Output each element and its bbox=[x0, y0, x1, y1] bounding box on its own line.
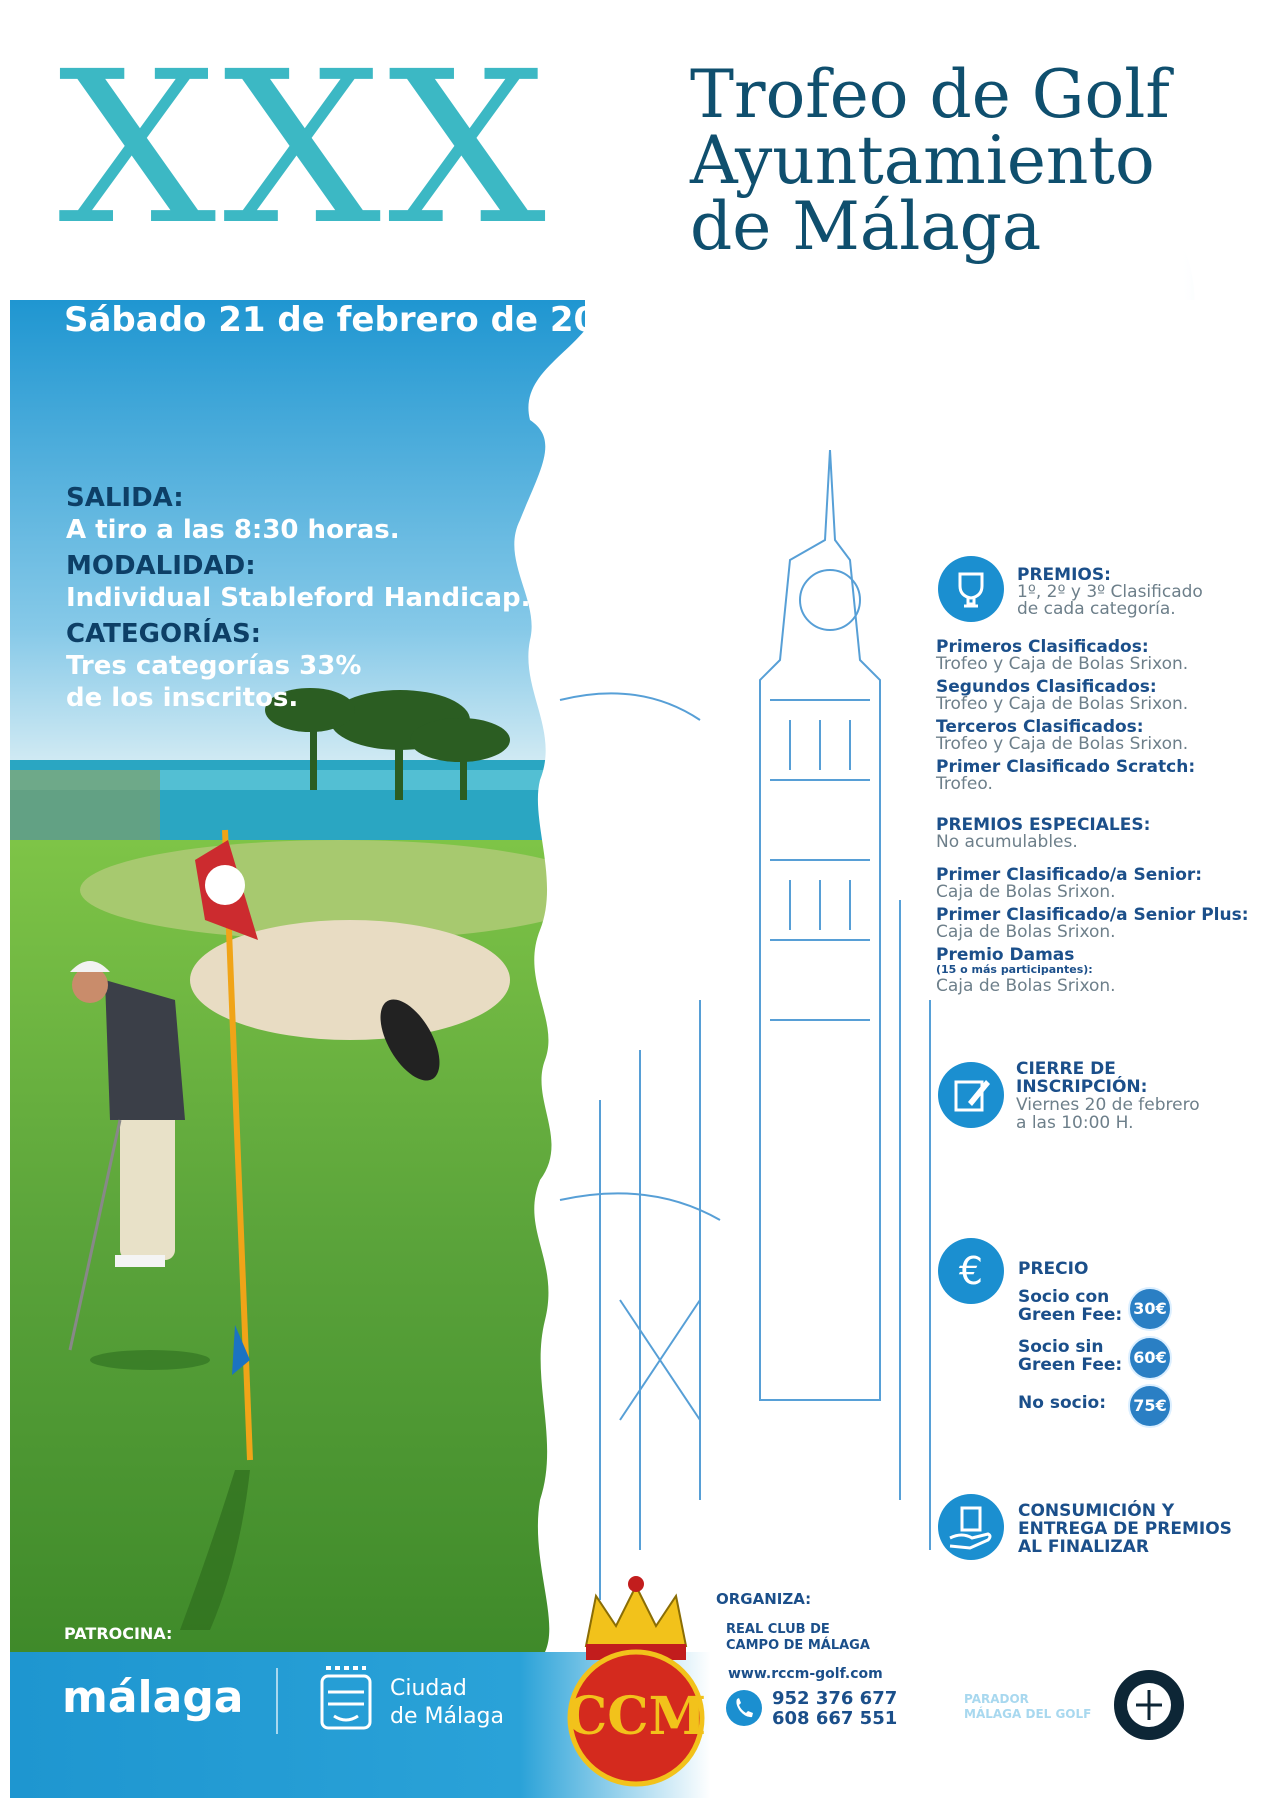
organiza-label: ORGANIZA: bbox=[716, 1590, 812, 1608]
consumicion-line-3: AL FINALIZAR bbox=[1018, 1537, 1149, 1557]
damas-note: (15 o más participantes): bbox=[936, 963, 1093, 976]
modalidad-label: MODALIDAD: bbox=[66, 551, 256, 581]
edition-numeral: XXX bbox=[58, 26, 553, 271]
consumicion-line-1: CONSUMICIÓN Y bbox=[1018, 1501, 1175, 1521]
info-block bbox=[66, 482, 531, 714]
club-name-2: CAMPO DE MÁLAGA bbox=[726, 1638, 870, 1653]
title-line-3: de Málaga bbox=[690, 188, 1042, 265]
phone-2[interactable]: 608 667 551 bbox=[772, 1708, 898, 1729]
premios-especiales-label: PREMIOS ESPECIALES: bbox=[936, 815, 1151, 835]
club-name-1: REAL CLUB DE bbox=[726, 1622, 830, 1637]
prize-scratch-label: Primer Clasificado Scratch: bbox=[936, 757, 1196, 777]
footer-divider bbox=[276, 1668, 278, 1734]
senior-value: Caja de Bolas Srixon. bbox=[936, 882, 1116, 902]
categorias-label: CATEGORÍAS: bbox=[66, 619, 262, 649]
precio-label: PRECIO bbox=[1018, 1259, 1089, 1279]
title-line-1: Trofeo de Golf bbox=[690, 56, 1170, 133]
lugar-label: LUGAR: bbox=[964, 1676, 1023, 1692]
prize-2-label: Segundos Clasificados: bbox=[936, 677, 1157, 697]
prize-3-label: Terceros Clasificados: bbox=[936, 717, 1144, 737]
price-badge-60: 60€ bbox=[1128, 1336, 1172, 1380]
modalidad-value: Individual Stableford Handicap. bbox=[66, 583, 531, 613]
premios-especiales-value: No acumulables. bbox=[936, 832, 1078, 852]
prize-3-value: Trofeo y Caja de Bolas Srixon. bbox=[936, 734, 1189, 754]
damas-value: Caja de Bolas Srixon. bbox=[936, 976, 1116, 996]
phone-icon bbox=[726, 1690, 762, 1726]
clipboard-hand-icon bbox=[938, 1494, 1004, 1560]
edit-icon bbox=[938, 1062, 1004, 1128]
senior-plus-label: Primer Clasificado/a Senior Plus: bbox=[936, 905, 1249, 925]
ciudad-line-1: Ciudad bbox=[390, 1676, 467, 1701]
price-badge-30: 30€ bbox=[1128, 1287, 1172, 1331]
premios-label: PREMIOS: bbox=[1017, 565, 1111, 585]
parador-logo bbox=[1112, 1668, 1186, 1742]
consumicion-line-2: ENTREGA DE PREMIOS bbox=[1018, 1519, 1232, 1539]
categorias-value-1: Tres categorías 33% bbox=[66, 651, 362, 681]
price-no-socio: No socio: bbox=[1018, 1393, 1107, 1413]
prize-1-label: Primeros Clasificados: bbox=[936, 637, 1149, 657]
trophy-icon bbox=[938, 556, 1004, 622]
price-socio-sin-1: Socio sin bbox=[1018, 1337, 1104, 1357]
senior-label: Primer Clasificado/a Senior: bbox=[936, 865, 1203, 885]
price-socio-sin-2: Green Fee: bbox=[1018, 1355, 1123, 1375]
categorias-value-2: de los inscritos. bbox=[66, 683, 299, 713]
cierre-value-2: a las 10:00 H. bbox=[1016, 1113, 1134, 1133]
damas-label: Premio Damas bbox=[936, 945, 1075, 965]
prize-2-value: Trofeo y Caja de Bolas Srixon. bbox=[936, 694, 1189, 714]
cierre-value-1: Viernes 20 de febrero bbox=[1016, 1095, 1200, 1115]
price-socio-con-1: Socio con bbox=[1018, 1287, 1110, 1307]
ciudad-shield-icon bbox=[320, 1662, 374, 1740]
salida-value: A tiro a las 8:30 horas. bbox=[66, 515, 400, 545]
club-crest bbox=[566, 1566, 706, 1788]
lugar-line-1: PARADOR bbox=[964, 1692, 1029, 1706]
price-socio-con-2: Green Fee: bbox=[1018, 1305, 1123, 1325]
event-date: Sábado 21 de febrero de 2026 bbox=[64, 300, 645, 340]
price-badge-75: 75€ bbox=[1128, 1384, 1172, 1428]
svg-text:€: € bbox=[958, 1249, 984, 1293]
club-website[interactable]: www.rccm-golf.com bbox=[728, 1666, 883, 1682]
prize-scratch-value: Trofeo. bbox=[936, 774, 993, 794]
euro-icon bbox=[938, 1238, 1004, 1304]
lugar-line-2: MÁLAGA DEL GOLF bbox=[964, 1707, 1092, 1721]
senior-plus-value: Caja de Bolas Srixon. bbox=[936, 922, 1116, 942]
premios-desc-2: de cada categoría. bbox=[1017, 599, 1176, 619]
cierre-label-2: INSCRIPCIÓN: bbox=[1016, 1077, 1148, 1097]
phone-1[interactable]: 952 376 677 bbox=[772, 1688, 898, 1709]
crest-text: CCM bbox=[566, 1686, 706, 1747]
premios-desc-1: 1º, 2º y 3º Clasificado bbox=[1017, 582, 1203, 602]
patrocina-label: PATROCINA: bbox=[64, 1624, 173, 1643]
malaga-logo: málaga bbox=[62, 1672, 244, 1723]
cierre-label-1: CIERRE DE bbox=[1016, 1059, 1116, 1079]
title-line-2: Ayuntamiento bbox=[690, 122, 1155, 199]
salida-label: SALIDA: bbox=[66, 483, 184, 513]
ciudad-line-2: de Málaga bbox=[390, 1704, 504, 1729]
prize-1-value: Trofeo y Caja de Bolas Srixon. bbox=[936, 654, 1189, 674]
